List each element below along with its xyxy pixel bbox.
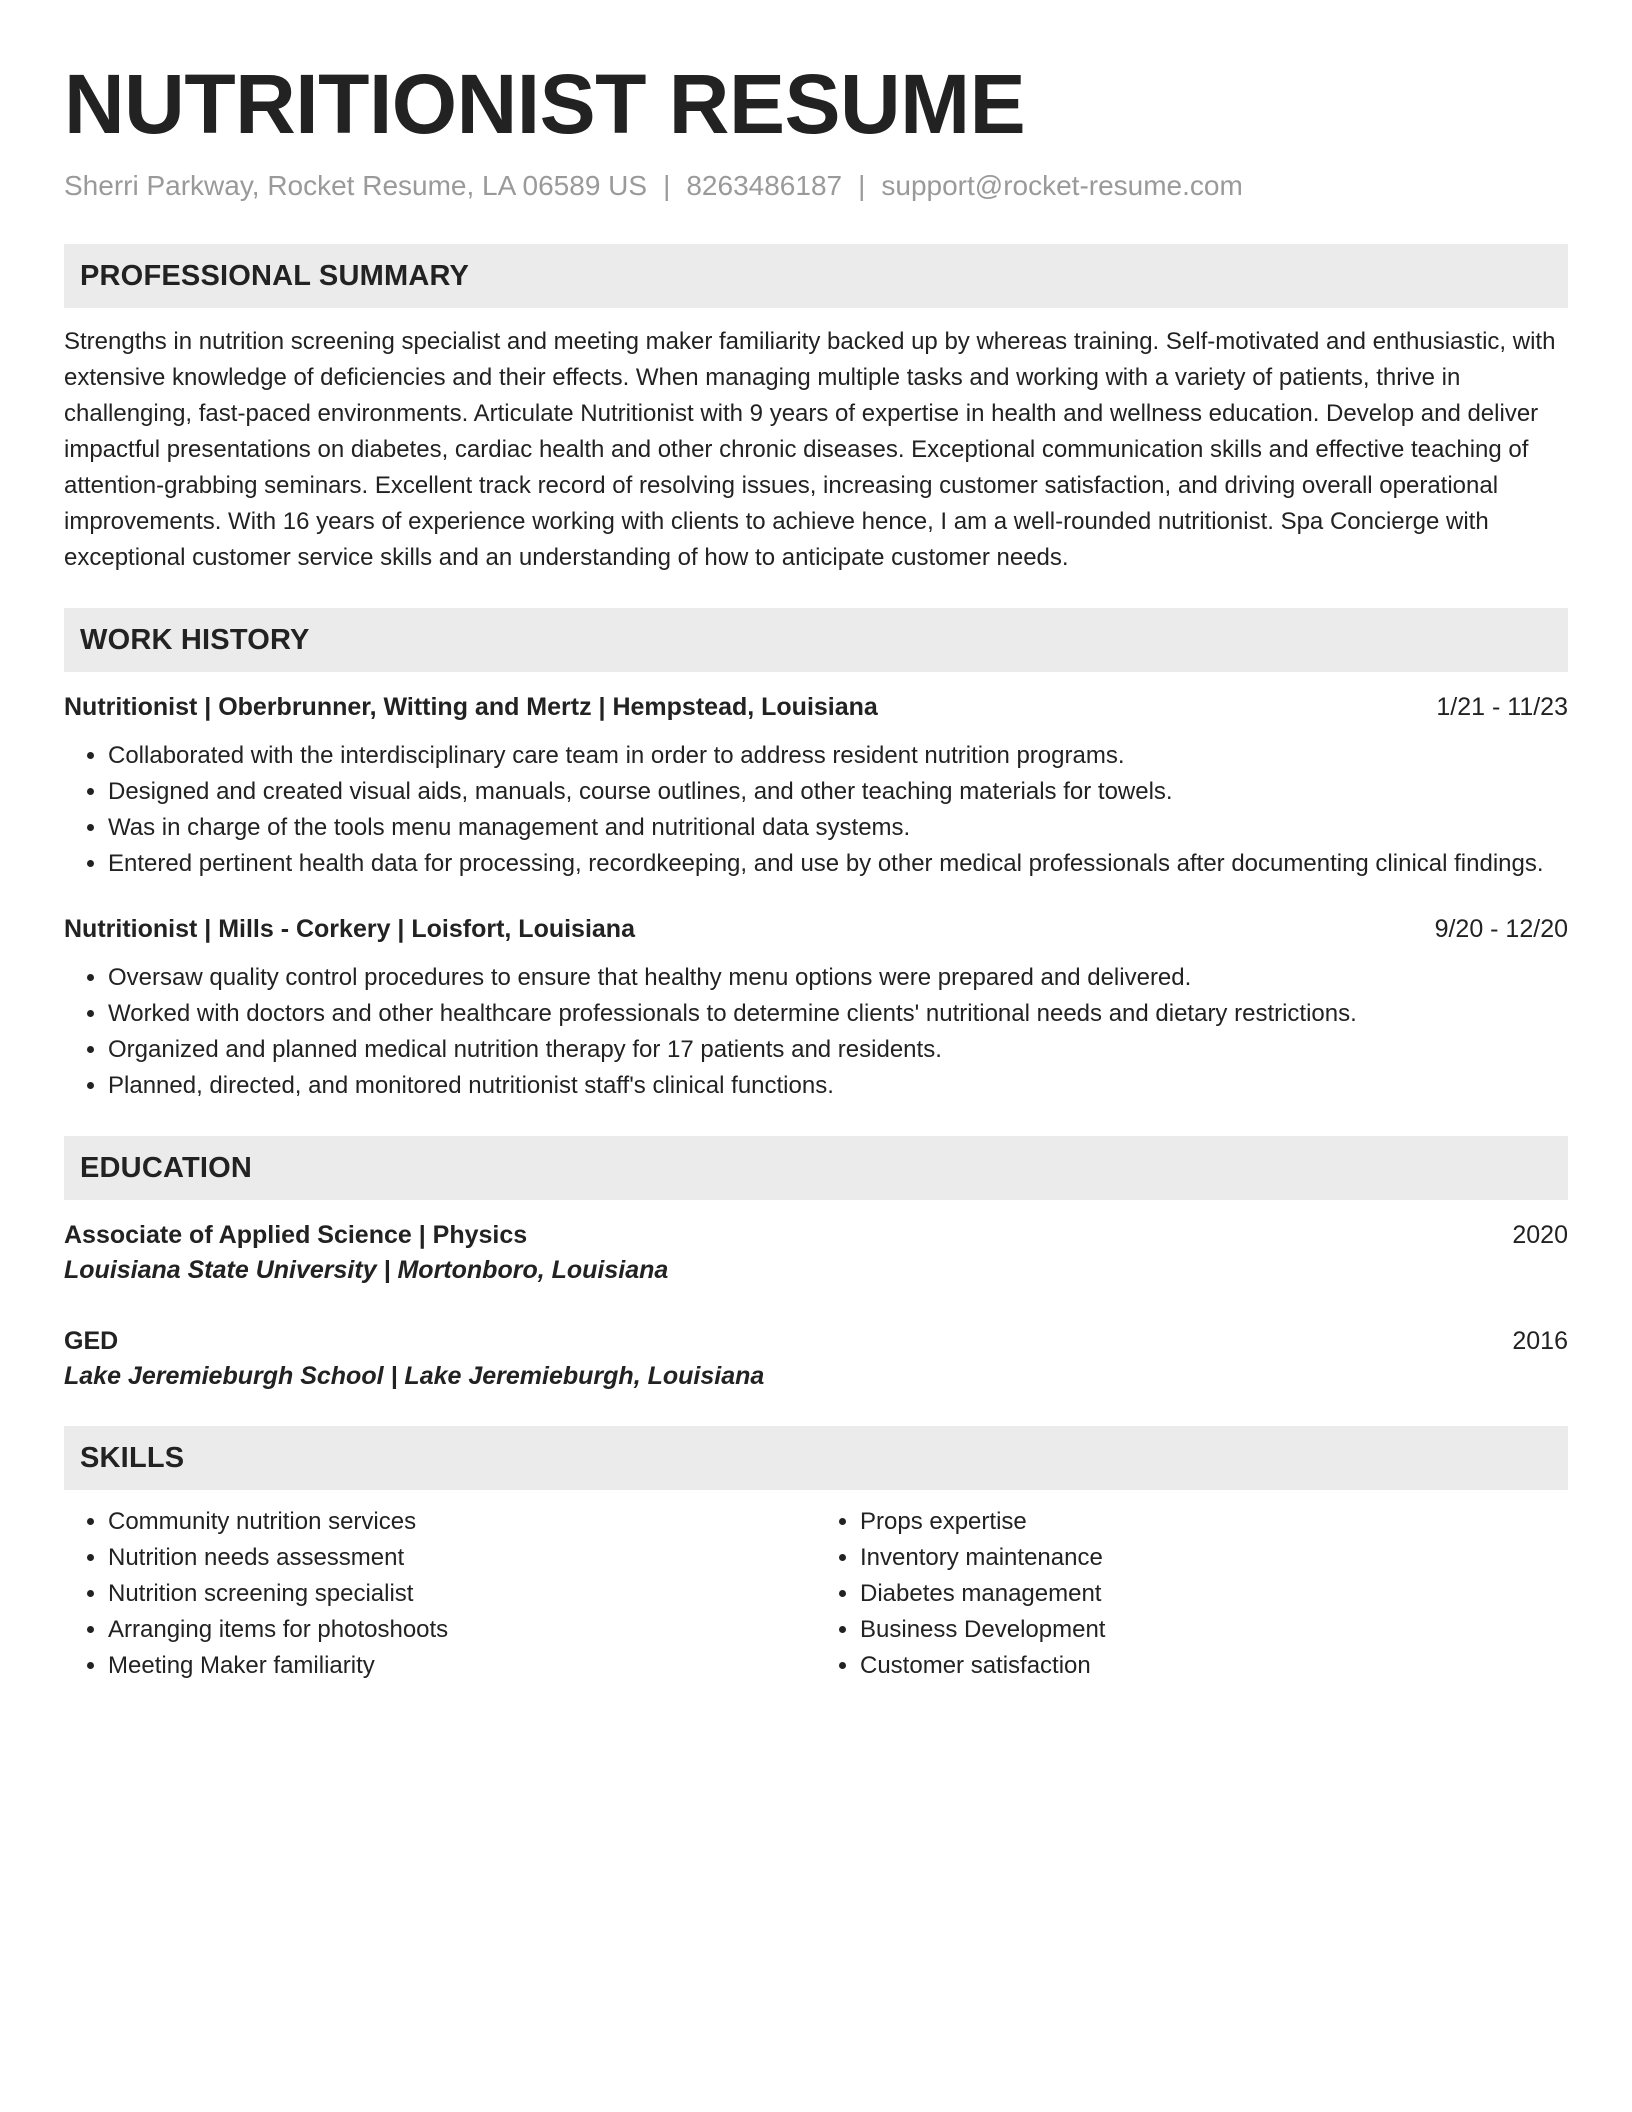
job-bullet: • Worked with doctors and other healthcare professionals to determine clients' nutritional needs and dietary restrictions. [108, 996, 1568, 1032]
job-bullet: • Designed and created visual aids, manuals, course outlines, and other teaching materials for towels. [108, 774, 1568, 810]
education-heading [64, 1218, 1568, 1252]
contact-phone: 8263486187 [686, 170, 843, 201]
job-entry [64, 912, 1568, 1104]
job-bullet: • Was in charge of the tools menu management and nutritional data systems. [108, 810, 1568, 846]
contact-separator: | [663, 170, 671, 201]
skills-list-right [816, 1504, 1568, 1684]
job-heading [64, 690, 1568, 724]
job-heading [64, 912, 1568, 946]
education-heading [64, 1324, 1568, 1358]
job-title: Nutritionist | Mills - Corkery | Loisfort, Louisiana [64, 915, 635, 943]
skill-item: • Nutrition needs assessment [108, 1540, 816, 1576]
job-bullet-list [64, 738, 1568, 882]
job-entry [64, 690, 1568, 882]
skill-item: • Arranging items for photoshoots [108, 1612, 816, 1648]
education-entry [64, 1324, 1568, 1394]
education-entry [64, 1218, 1568, 1288]
education-degree: Associate of Applied Science | Physics [64, 1221, 528, 1249]
job-dates: 1/21 - 11/23 [1436, 693, 1568, 721]
skills-list-left [64, 1504, 816, 1684]
job-bullet: • Collaborated with the interdisciplinary care team in order to address resident nutrition programs. [108, 738, 1568, 774]
job-bullet: • Entered pertinent health data for processing, recordkeeping, and use by other medical professionals after documenting clinical findings. [108, 846, 1568, 882]
skill-item: • Meeting Maker familiarity [108, 1648, 816, 1684]
skill-item: • Nutrition screening specialist [108, 1576, 816, 1612]
skill-item: • Business Development [860, 1612, 1568, 1648]
section-header-summary: PROFESSIONAL SUMMARY [64, 244, 1568, 308]
education-year: 2016 [1512, 1327, 1568, 1355]
skill-item: • Props expertise [860, 1504, 1568, 1540]
job-dates: 9/20 - 12/20 [1434, 915, 1568, 943]
contact-email: support@rocket-resume.com [881, 170, 1243, 201]
skill-item: • Diabetes management [860, 1576, 1568, 1612]
resume-title: NUTRITIONIST RESUME [64, 57, 1026, 151]
section-header-education: EDUCATION [64, 1136, 1568, 1200]
section-header-skills: SKILLS [64, 1426, 1568, 1490]
summary-text: Strengths in nutrition screening specialist and meeting maker familiarity backed up by whereas training. Self-motivated and enthusiastic, with extensive knowledge of deficiencies and their effects. When managing multiple tasks and working with a variety of patients, thrive in challenging, fast-paced environments. Articulate Nutritionist with 9 years of expertise in health and wellness education. Develop and deliver impactful presentations on diabetes, cardiac health and other chronic diseases. Exceptional communication skills and effective teaching of attention-grabbing seminars. Excellent track record of resolving issues, increasing customer satisfaction, and driving overall operational improvements. With 16 years of experience working with clients to achieve hence, I am a well-rounded nutritionist. Spa Concierge with exceptional customer service skills and an understanding of how to anticipate customer needs. [64, 328, 1556, 571]
skill-item: • Community nutrition services [108, 1504, 816, 1540]
education-year: 2020 [1512, 1221, 1568, 1249]
skill-item: • Customer satisfaction [860, 1648, 1568, 1684]
skill-item: • Inventory maintenance [860, 1540, 1568, 1576]
job-bullet: • Oversaw quality control procedures to ensure that healthy menu options were prepared and delivered. [108, 960, 1568, 996]
education-school: Lake Jeremieburgh School | Lake Jeremieburgh, Louisiana [64, 1362, 765, 1390]
job-bullet: • Planned, directed, and monitored nutritionist staff's clinical functions. [108, 1068, 1568, 1104]
contact-line [64, 168, 1568, 204]
job-bullet: • Organized and planned medical nutrition therapy for 17 patients and residents. [108, 1032, 1568, 1068]
education-degree: GED [64, 1327, 119, 1355]
skills-columns [64, 1504, 1568, 1684]
section-header-work-history: WORK HISTORY [64, 608, 1568, 672]
contact-separator: | [858, 170, 866, 201]
education-school: Louisiana State University | Mortonboro, Louisiana [64, 1256, 669, 1284]
job-title: Nutritionist | Oberbrunner, Witting and Mertz | Hempstead, Louisiana [64, 693, 878, 721]
job-bullet-list [64, 960, 1568, 1104]
contact-address: Sherri Parkway, Rocket Resume, LA 06589 US [64, 170, 648, 201]
